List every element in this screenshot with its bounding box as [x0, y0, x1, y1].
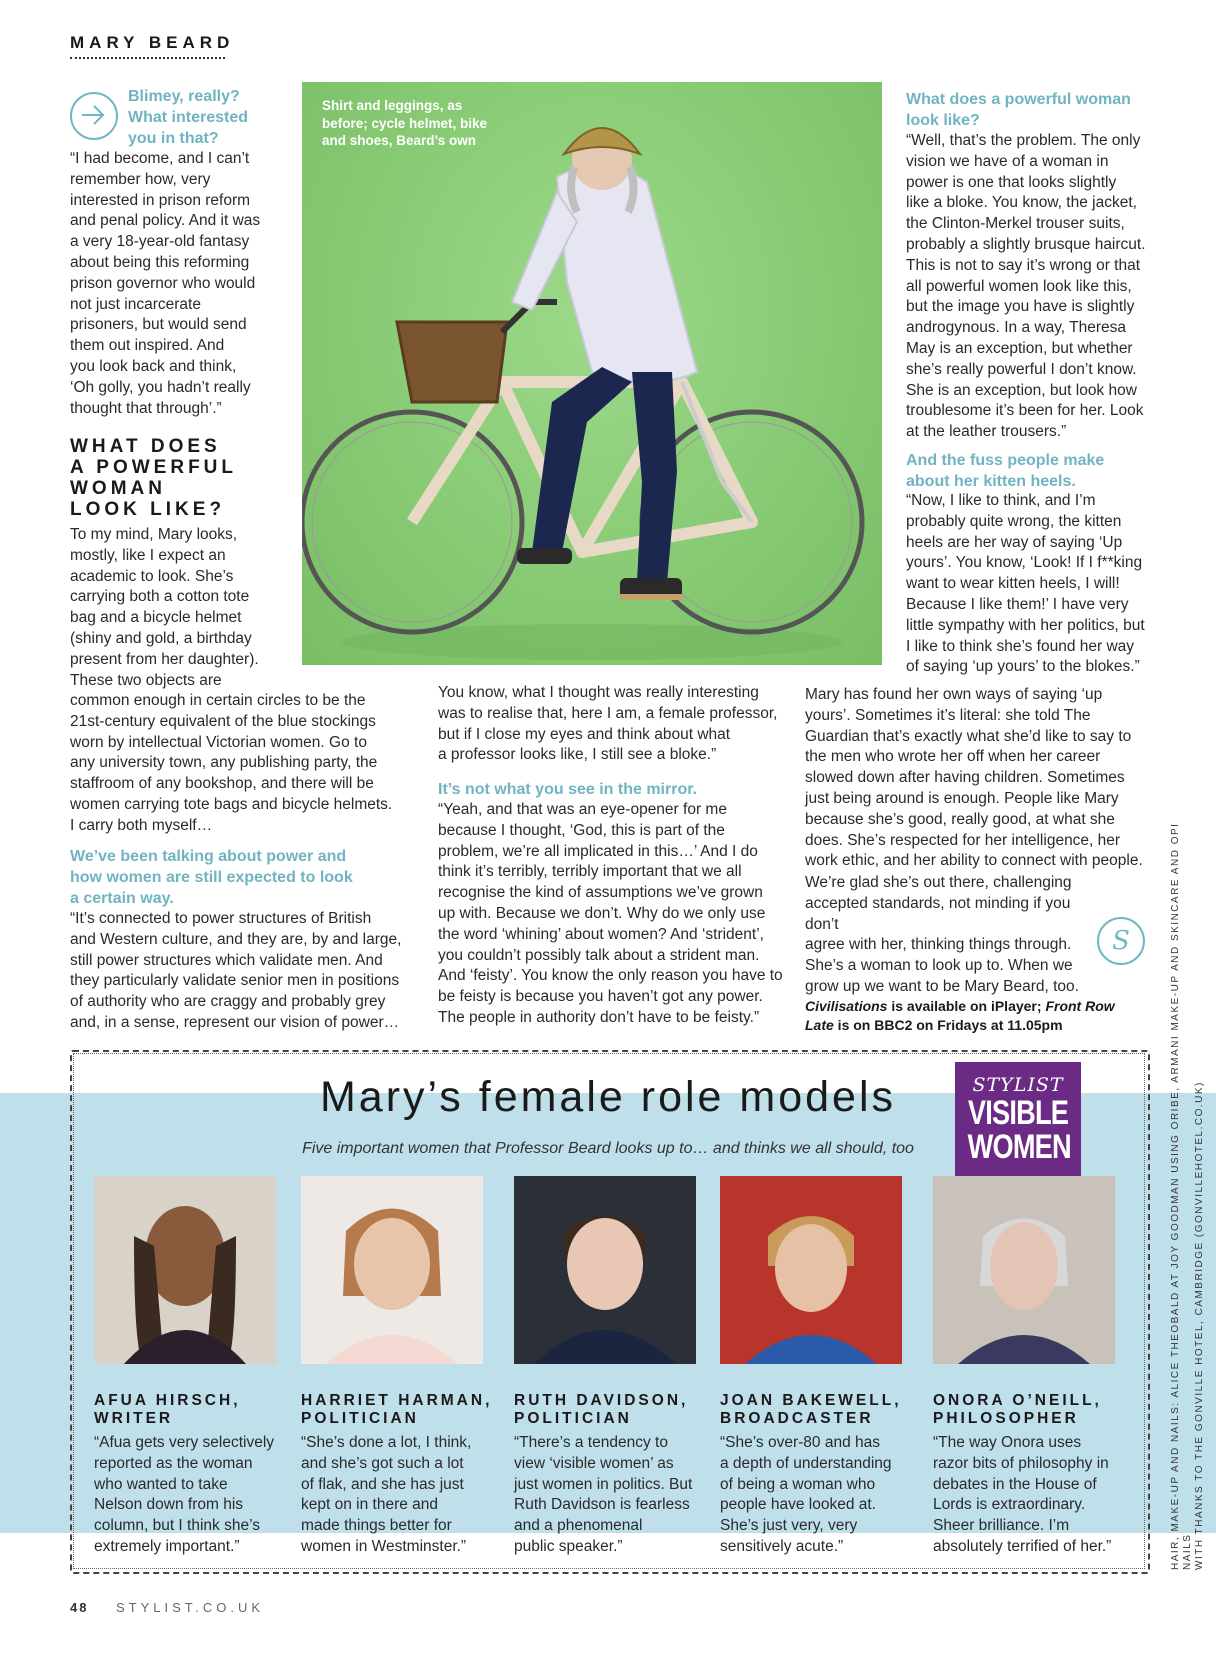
badge-line-2: VISIBLE	[967, 1094, 1069, 1132]
question-4: What does a powerful woman look like?	[906, 91, 1131, 129]
answer-3: “Yeah, and that was an eye-opener for me because I thought, ‘God, this is part of the problem, we’re all implicated in this…’ And I do think it’s terribly, terribly important that we all recognise the kind of assumptions we’ve grown up with. Because we don’t. Why do we only use the word ‘whining’ about women? And ‘strident’, you couldn’t possibly talk about a strident man. And ‘feisty’. You know the only reason you have to be feisty is because you haven’t got any power. The people in authority don’t have to be feisty.”	[438, 801, 783, 1026]
portrait-harriet-harman	[301, 1176, 483, 1364]
answer-2: “It’s connected to power structures of British and Western culture, and they are, by and large, still power structures which validate men. And they particularly validate senior men in positions of authority who are craggy and probably grey and, in a sense, represent our vision of power…	[70, 910, 402, 1031]
question-1: Blimey, really? What interested you in that?	[128, 88, 249, 147]
question-5: And the fuss people make about her kitten heels.	[906, 452, 1105, 490]
site-url: STYLIST.CO.UK	[116, 1600, 265, 1615]
role-model-name: JOAN BAKEWELL, BROADCASTER	[720, 1392, 902, 1427]
arrow-right-icon	[70, 92, 118, 140]
question-2: We’ve been talking about power and how women are still expected to look a certain way.	[70, 848, 353, 907]
badge-line-3: WOMEN	[967, 1128, 1071, 1166]
section-kicker: MARY BEARD	[70, 33, 235, 52]
role-model-quote: “Afua gets very selectively reported as the woman who wanted to take Nelson down from his column, but I think she’s extremely important.”	[94, 1434, 275, 1555]
role-model-name: ONORA O’NEILL, PHILOSOPHER	[933, 1392, 1102, 1427]
intro-paragraph: To my mind, Mary looks, mostly, like I expect an academic to look. She’s carrying both a cotton tote bag and a bicycle helmet (shiny and gold, a birthday present from her daughter). These two objects are	[70, 526, 259, 689]
section-heading: WHAT DOES A POWERFUL WOMAN LOOK LIKE?	[70, 436, 238, 520]
intro-paragraph-cont: common enough in certain circles to be the 21st-century equivalent of the blue stockings worn by intellectual Victorian women. Go to any university town, any publishing party, the staffroom of any bookshop, and there will be women carrying tote bags and bicycle helmets. I carry both myself…	[70, 692, 393, 834]
role-models-subtitle: Five important women that Professor Beard looks up to… and thinks we all should, too	[302, 1140, 914, 1157]
role-model-quote: “There’s a tendency to view ‘visible women’ as just women in politics. But Ruth Davidson is fearless and a phenomenal public speaker.”	[514, 1434, 693, 1555]
broadcast-credits	[805, 997, 1145, 1035]
photo-caption: Shirt and leggings, as before; cycle helmet, bike and shoes, Beard’s own	[322, 98, 488, 148]
woman-on-bicycle-illustration	[302, 82, 882, 665]
question-3: It’s not what you see in the mirror.	[438, 781, 698, 798]
badge-line-1: STYLIST	[972, 1074, 1064, 1096]
hero-photo	[302, 82, 882, 665]
credit-text-1: is available on iPlayer;	[887, 998, 1046, 1014]
answer-1: “I had become, and I can’t remember how, very interested in prison reform and penal policy. And it was a very 18-year-old fantasy about being this reforming prison governor who would not just incarcerate prisoners, but would send them out inspired. And you look back and think, ‘Oh golly, you hadn’t really thought that through’.”	[70, 150, 261, 417]
page-number: 48	[70, 1600, 89, 1615]
role-models-title: Mary’s female role models	[319, 1073, 897, 1121]
closing-paragraph-2: We’re glad she’s out there, challenging accepted standards, not minding if you don’t agree with her, thinking things through. She’s a woman to look up to. When we grow up we want to be Mary Beard, too.	[805, 874, 1079, 995]
role-model-name: HARRIET HARMAN, POLITICIAN	[301, 1392, 493, 1427]
answer-5: “Now, I like to think, and I’m probably quite wrong, the kitten heels are her way of saying ‘Up yours’. You know, ‘Look! If I f**king want to wear kitten heels, I will! Because I like them!’ I have very little sympathy with her politics, but I like to think she’s found her way of saying ‘up yours’ to the blokes.”	[906, 492, 1145, 676]
role-model-name: RUTH DAVIDSON, POLITICIAN	[514, 1392, 689, 1427]
portrait-afua-hirsch	[94, 1176, 276, 1364]
show-title-front-row: Front Row Late	[805, 998, 1115, 1033]
role-model-quote: “She’s over-80 and has a depth of understanding of being a woman who people have looked at. She’s just very, very sensitively acute.”	[720, 1434, 892, 1555]
visible-women-logo	[955, 1062, 1081, 1186]
stylist-s-icon: S	[1097, 917, 1145, 965]
show-title-civilisations: Civilisations	[805, 998, 888, 1014]
portrait-onora-oneill	[933, 1176, 1115, 1364]
kicker-divider	[70, 57, 225, 59]
role-model-quote: “The way Onora uses razor bits of philosophy in debates in the House of Lords is extraordinary. Sheer brilliance. I’m absolutely terrified of her.”	[933, 1434, 1112, 1555]
photo-credits-vertical: HAIR, MAKE-UP AND NAILS: ALICE THEOBALD AT JOY GOODMAN USING ORIBE, ARMANI MAKE-UP AND SKINCARE AND OPI NAILS WITH THANKS TO THE GONVILLE HOTEL, CAMBRIDGE (GONVILLEHOTEL.CO.UK)	[1170, 822, 1205, 1570]
role-model-quote: “She’s done a lot, I think, and she’s got such a lot of flak, and she has just kept on in there and made things better for women in Westminster.”	[301, 1434, 472, 1555]
credit-text-2: is on BBC2 on Fridays at 11.05pm	[833, 1017, 1063, 1033]
closing-paragraph-1: Mary has found her own ways of saying ‘up yours’. Sometimes it’s literal: she told The Guardian that’s exactly what she’d like to say to the men who wrote her off when her career slowed down after having children. Sometimes just being around is enough. People like Mary because she’s good, really good, at what she does. She’s respected for her intelligence, her work ethic, and her ability to connect with people.	[805, 686, 1143, 870]
col2-paragraph: You know, what I thought was really interesting was to realise that, here I am, a female professor, but if I close my eyes and think about what a professor looks like, I still see a bloke.”	[438, 684, 778, 764]
answer-4: “Well, that’s the problem. The only vision we have of a woman in power is one that looks slightly like a bloke. You know, the jacket, the Clinton-Merkel trouser suits, probably a slightly brusque haircut. This is not to say it’s wrong or that all powerful women look like this, but the image you have is slightly androgynous. In a way, Theresa May is an exception, but whether she’s really powerful I don’t know. She is an exception, but look how troublesome it’s been for her. Look at the leather trousers.”	[906, 132, 1146, 441]
portrait-joan-bakewell	[720, 1176, 902, 1364]
portrait-ruth-davidson	[514, 1176, 696, 1364]
role-model-name: AFUA HIRSCH, WRITER	[94, 1392, 241, 1427]
